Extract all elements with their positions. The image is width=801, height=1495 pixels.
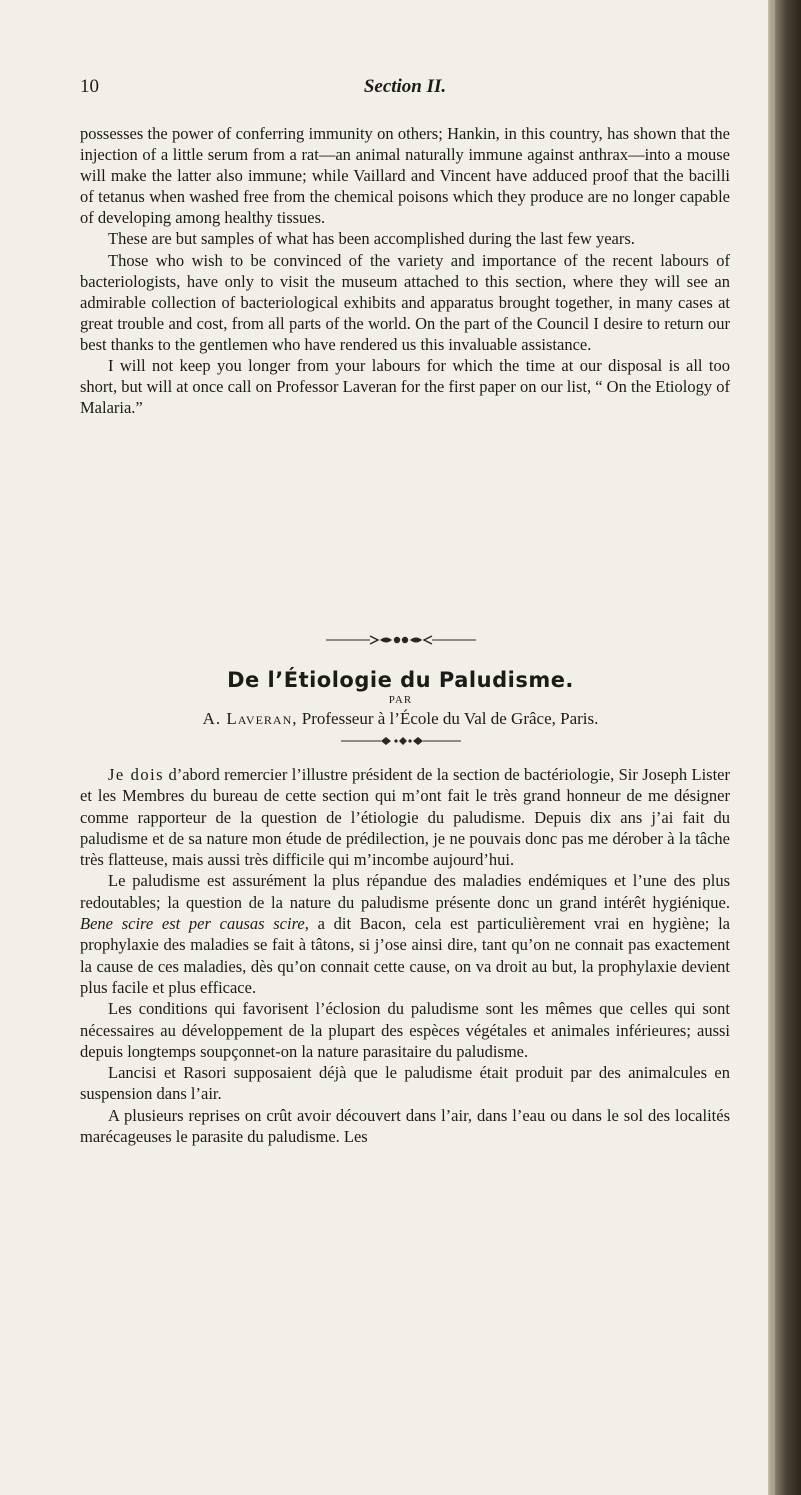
paragraph: Les conditions qui favorisent l’éclosion du paludisme sont les mêmes que celles qui sont nécessaires au développement de la plupart des espèces végétales et animales inférieures; aussi depuis longtemps soupçonnet-on la nature parasitaire du paludisme. (80, 999, 730, 1061)
paragraph: I will not keep you longer from your labours for which the time at our disposal is all too short, but will at once call on Professor Laveran for the first paper on our list, “ On the Etiology of Malaria.” (80, 356, 730, 418)
paragraph-lead-words: Je dois (108, 765, 165, 784)
page-number: 10 (80, 76, 99, 97)
diamond-rule-icon (341, 734, 461, 748)
paragraph: Lancisi et Rasori supposaient déjà que le paludisme était produit par des animalcules en suspension dans l’air. (80, 1063, 730, 1104)
section-title: Section II. (363, 76, 447, 97)
book-binding-edge (768, 0, 801, 1495)
page-header (80, 76, 730, 106)
author-name: A. Laveran, (202, 709, 298, 728)
latin-quotation: Bene scire est per causas scire (80, 914, 305, 934)
paragraph-text: Le paludisme est assurément la plus répandue des maladies endémiques et l’une des plus redoutables; la question de la nature du paludisme présente donc un grand intérêt hygiénique. (80, 871, 730, 912)
paragraph: possesses the power of conferring immunity on others; Hankin, in this country, has shown that the injection of a little serum from a rat—an animal naturally immune against anthrax—into a mouse will make the latter also immune; while Vaillard and Vincent have adduced proof that the bacilli of tetanus when washed free from the chemical poisons which they produce are no longer capable of developing among healthy tissues. (80, 124, 730, 228)
paper-by-label: PAR (388, 694, 413, 706)
paragraph: Those who wish to be convinced of the variety and importance of the recent labours of bacteriologists, have only to visit the museum attached to this section, where they will see an admirable collection of bacteriological exhibits and apparatus brought together, in many cases at great trouble and cost, from all parts of the world. On the part of the Council I desire to return our best thanks to the gentlemen who have rendered us this invaluable assistance. (80, 250, 730, 354)
flourish-ornament-icon (326, 632, 476, 648)
section-divider-ornament (0, 632, 801, 648)
paper-author (0, 709, 801, 729)
title-divider-ornament (0, 734, 801, 748)
author-affiliation: Professeur à l’École du Val de Grâce, Paris. (297, 709, 599, 728)
french-text-block (80, 764, 730, 1147)
paragraph (80, 764, 730, 870)
paragraph (80, 870, 730, 998)
paragraph: These are but samples of what has been accomplished during the last few years. (108, 229, 635, 249)
english-text-block (80, 123, 730, 418)
paragraph: A plusieurs reprises on crût avoir découvert dans l’air, dans l’eau ou dans le sol des localités marécageuses le parasite du paludisme. Les (80, 1105, 730, 1147)
paper-title: De l’Étiologie du Paludisme. (227, 668, 574, 692)
paragraph-text: , a dit Bacon, cela est particulièrement vrai en hygiène; la prophylaxie des maladies se fait à tâtons, si j’ose ainsi dire, tant qu’on ne connait pas exactement la cause de ces maladies, dès qu’on connait cette cause, on va droit au but, la prophylaxie devient plus facile et plus efficace. (80, 914, 731, 997)
paragraph-text: d’abord remercier l’illustre président de la section de bactériologie, Sir Joseph Lister et les Membres du bureau de cette section qui m’ont fait le très grand honneur de me désigner comme rapporteur de la question de l’étiologie du paludisme. Depuis dix ans j’ai fait du paludisme et de sa nature mon étude de prédilection, je ne pouvais donc pas me dérober à la tâche très flatteuse, mais aussi très difficile qui m’incombe aujourd’hui. (80, 765, 730, 870)
